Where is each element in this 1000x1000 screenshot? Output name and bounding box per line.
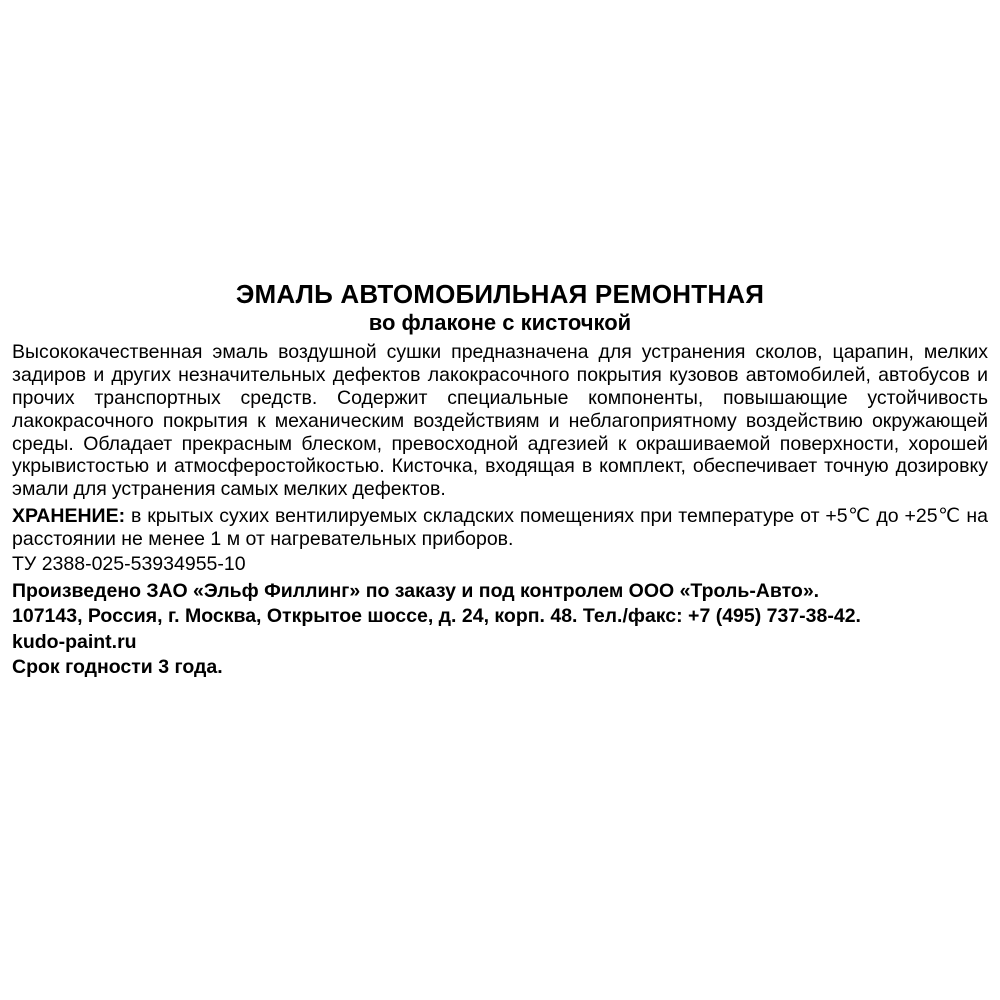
product-description: Высококачественная эмаль воздушной сушки предназначена для устранения сколов, царапин, мелких задиров и других незначительных дефектов лакокрасочного покрытия кузовов автомобилей, автобусов и прочих транспортных средств. Содержит специальные компоненты, повышающие устойчивость лакокрасочного покрытия к механическим воздействиям и неблагоприятному воздействию окружающей среды. Обладает прекрасным блеском, превосходной адгезией к окрашиваемой поверхности, хорошей укрывистостью и атмосферостойкостью. Кисточка, входящая в комплект, обеспечивает точную дозировку эмали для устранения самых мелких дефектов. [12, 341, 988, 501]
storage-paragraph [12, 505, 988, 551]
technical-spec-code: ТУ 2388-025-53934955-10 [12, 552, 246, 575]
shelf-life-line: Срок годности 3 года. [12, 656, 223, 679]
storage-text: в крытых сухих вентилируемых складских помещениях при температуре от +5℃ до +25℃ на расстоянии не менее 1 м от нагревательных приборов. [12, 505, 988, 550]
website-line: kudo-paint.ru [12, 630, 137, 653]
storage-label: ХРАНЕНИЕ: [12, 505, 126, 528]
address-line: 107143, Россия, г. Москва, Открытое шоссе, д. 24, корп. 48. Тел./факс: +7 (495) 737-38-42. [12, 605, 861, 628]
product-title: ЭМАЛЬ АВТОМОБИЛЬНАЯ РЕМОНТНАЯ [235, 279, 765, 309]
top-white-bar [0, 0, 1000, 262]
manufacturer-line: Произведено ЗАО «Эльф Филлинг» по заказу и под контролем ООО «Троль-Авто». [12, 580, 820, 603]
bottom-white-bar [0, 738, 1000, 1000]
product-subtitle: во флаконе с кисточкой [368, 310, 632, 336]
label-panel [0, 262, 1000, 738]
